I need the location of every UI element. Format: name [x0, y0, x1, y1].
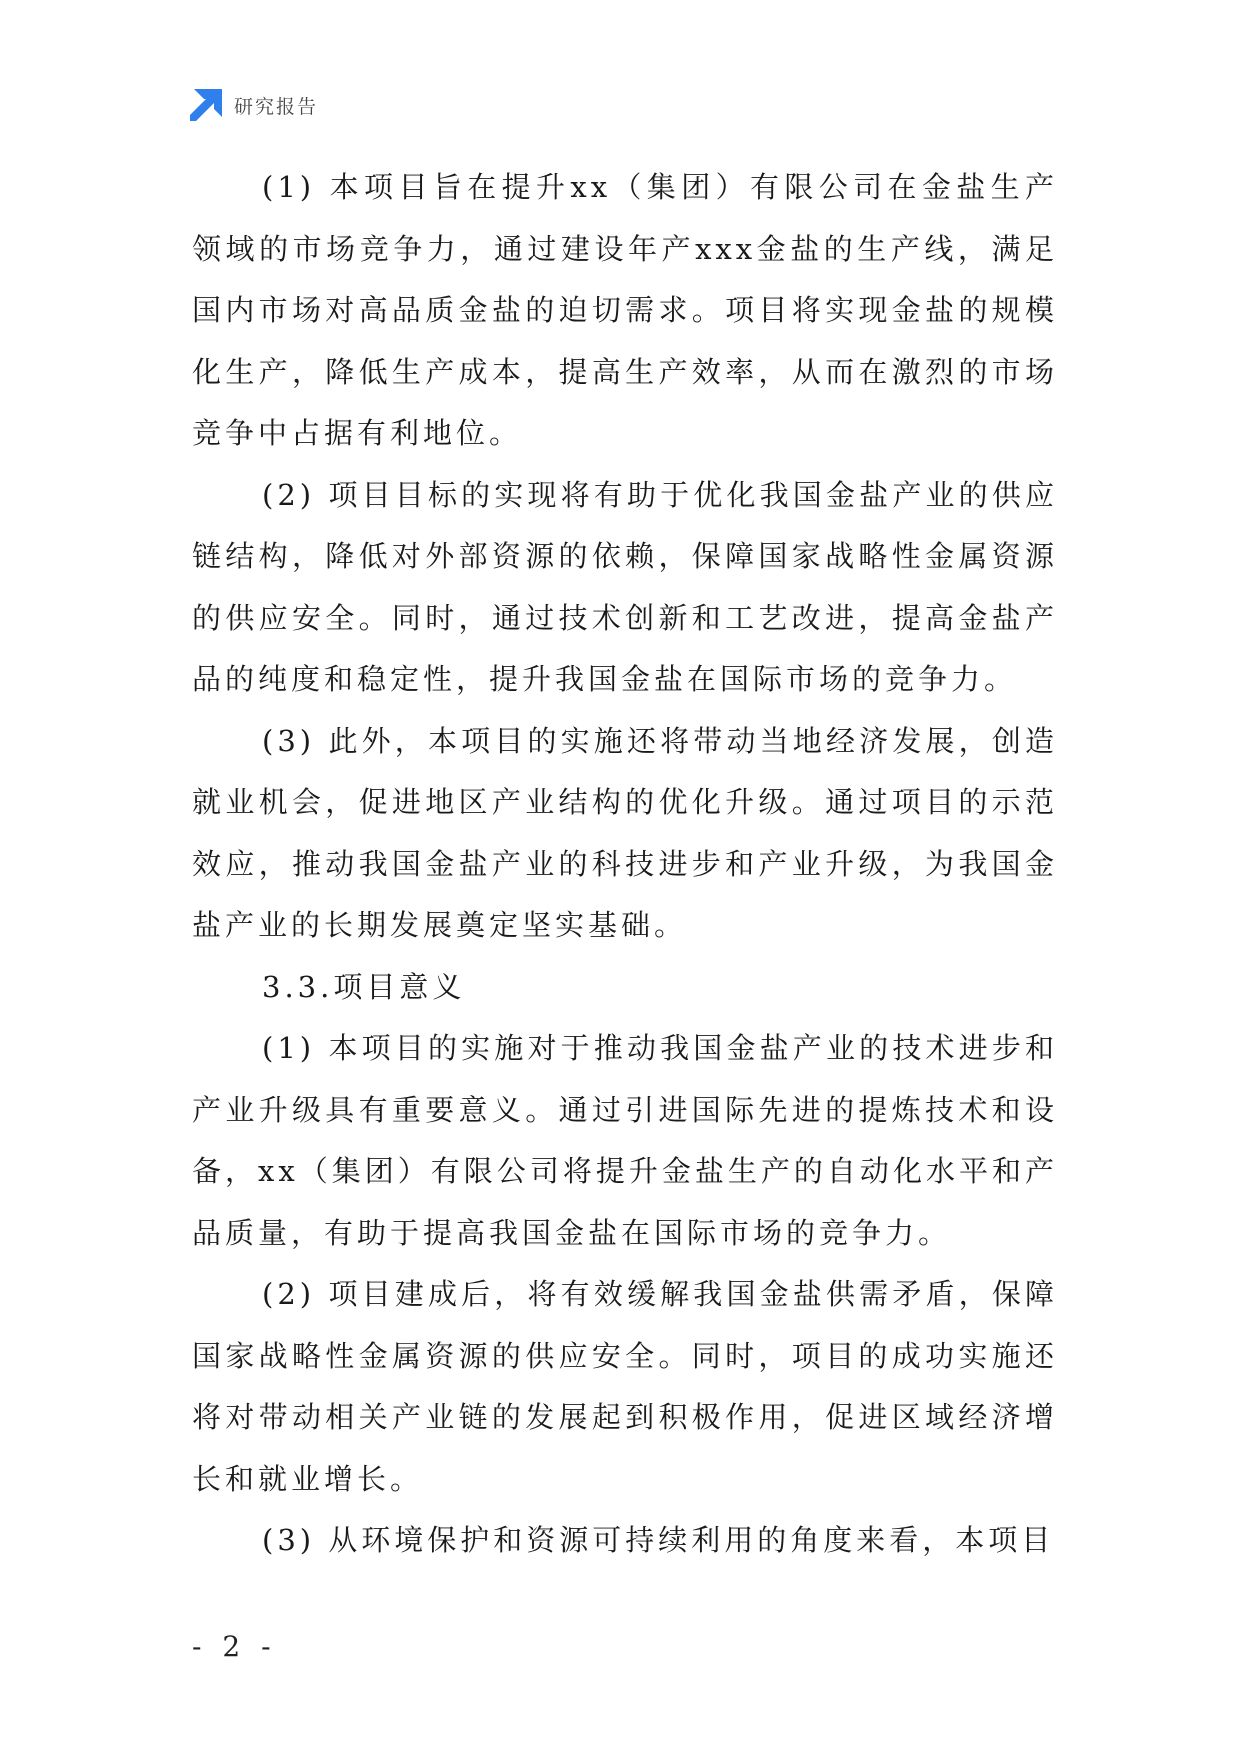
report-title: 研究报告 [234, 95, 319, 118]
section-heading: 3.3.项目意义 [262, 969, 466, 1004]
page-number: - 2 - [192, 1630, 277, 1663]
paragraph: (1) 本项目旨在提升xx（集团）有限公司在金盐生产领域的市场竞争力，通过建设年产xxx金盐的生产线，满足国内市场对高品质金盐的迫切需求。项目将实现金盐的规模化生产，降低生产成本，提高生产效率，从而在激烈的市场竞争中占据有利地位。 [192, 170, 1058, 450]
paragraph: (2) 项目目标的实现将有助于优化我国金盐产业的供应链结构，降低对外部资源的依赖，保障国家战略性金属资源的供应安全。同时，通过技术创新和工艺改进，提高金盐产品的纯度和稳定性，提升我国金盐在国际市场的竞争力。 [192, 477, 1058, 696]
paragraph: (3) 此外，本项目的实施还将带动当地经济发展，创造就业机会，促进地区产业结构的优化升级。通过项目的示范效应，推动我国金盐产业的科技进步和产业升级，为我国金盐产业的长期发展奠定坚实基础。 [192, 723, 1058, 942]
paragraph: (1) 本项目的实施对于推动我国金盐产业的技术进步和产业升级具有重要意义。通过引进国际先进的提炼技术和设备，xx（集团）有限公司将提升金盐生产的自动化水平和产品质量，有助于提高我国金盐在国际市场的竞争力。 [192, 1031, 1058, 1250]
paragraph: (2) 项目建成后，将有效缓解我国金盐供需矛盾，保障国家战略性金属资源的供应安全。同时，项目的成功实施还将对带动相关产业链的发展起到积极作用，促进区域经济增长和就业增长。 [192, 1277, 1058, 1496]
page-header [190, 88, 318, 122]
paragraph: (3) 从环境保护和资源可持续利用的角度来看，本项目 [262, 1523, 1055, 1557]
document-body [192, 157, 1058, 1572]
arrow-up-right-icon [190, 89, 222, 121]
